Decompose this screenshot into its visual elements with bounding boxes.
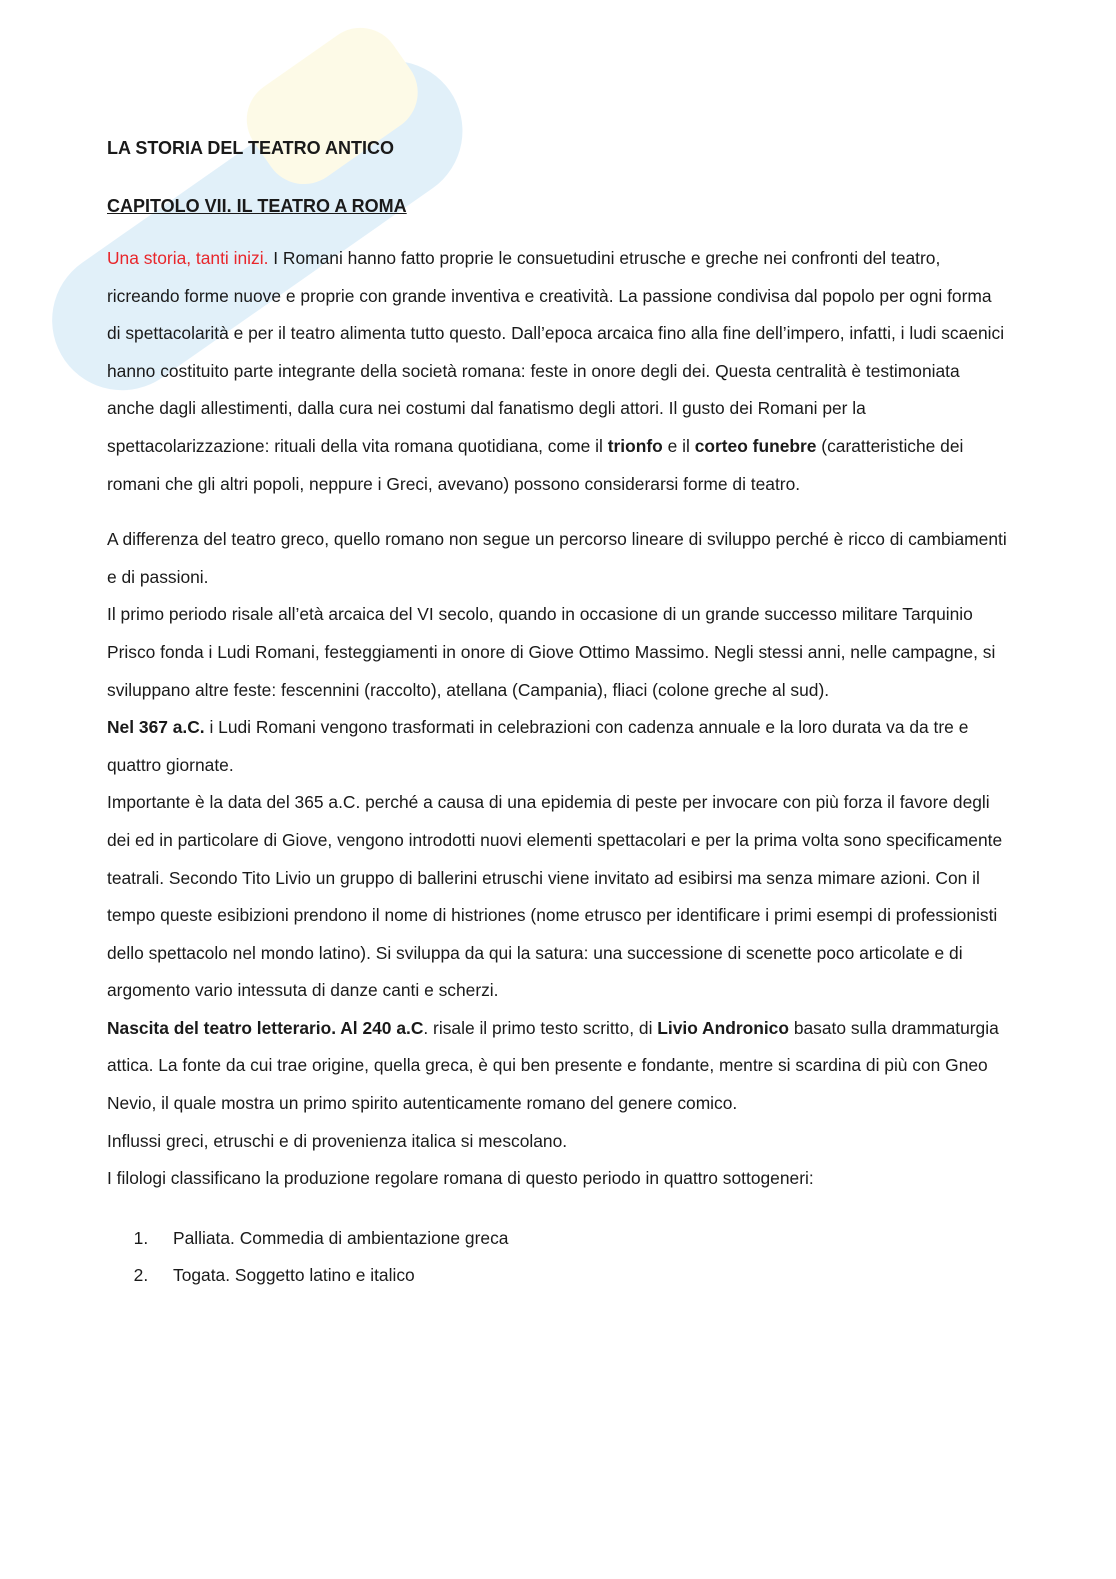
paragraph-367: Nel 367 a.C. i Ludi Romani vengono trasformati in celebrazioni con cadenza annuale e la loro durata va da tre e quattro giornate. — [107, 717, 969, 775]
chapter-heading: CAPITOLO VII. IL TEATRO A ROMA — [107, 196, 407, 216]
term-corteo-funebre: corteo funebre — [694, 435, 817, 456]
document-page — [107, 134, 1007, 1295]
subgenre-list — [107, 1220, 1007, 1295]
paragraph-filologi: I filologi classificano la produzione regolare romana di questo periodo in quattro sottogeneri: — [107, 1168, 814, 1189]
paragraph-differenza: A differenza del teatro greco, quello romano non segue un percorso lineare di sviluppo perché è ricco di cambiamenti e di passioni. — [107, 529, 1007, 587]
paragraph-teatro-letterario: Nascita del teatro letterario. Al 240 a.C. risale il primo testo scritto, di Livio Andronico basato sulla drammaturgia attica. La fonte da cui trae origine, quella greca, è qui ben presente e fondante, mentre si scardina di più con Gneo Nevio, il quale mostra un primo spirito autenticamente romano del genere comico. — [107, 1017, 999, 1114]
paragraph-intro: Una storia, tanti inizi. I Romani hanno fatto proprie le consuetudini etrusche e greche nei confronti del teatro, ricreando forme nuove e proprie con grande inventiva e creatività. La passione condivisa dal popolo per ogni forma di spettacolarità e per il teatro alimenta tutto questo. Dall’epoca arcaica fino alla fine dell’impero, infatti, i ludi scaenici hanno costituito parte integrante della società romana: feste in onore degli dei. Questa centralità è testimoniata anche dagli allestimenti, dalla cura nei costumi dal fanatismo degli attori. Il gusto dei Romani per la spettacolarizzazione: rituali della vita romana quotidiana, come il trionfo e il corteo funebre (caratteristiche dei romani che gli altri popoli, neppure i Greci, avevano) possono considerarsi forme di teatro. — [107, 248, 1005, 494]
paragraph-primo-periodo: Il primo periodo risale all’età arcaica del VI secolo, quando in occasione di un grande successo militare Tarquinio Prisco fonda i Ludi Romani, festeggiamenti in onore di Giove Ottimo Massimo. Negli stessi anni, nelle campagne, si sviluppano altre feste: fescennini (raccolto), atellana (Campania), fliaci (colone greche al sud). — [107, 604, 996, 700]
paragraph-365: Importante è la data del 365 a.C. perché a causa di una epidemia di peste per invocare con più forza il favore degli dei ed in particolare di Giove, vengono introdotti nuovi elementi spettacolari e per la prima volta sono specificamente teatrali. Secondo Tito Livio un gruppo di ballerini etruschi viene invitato ad esibirsi ma senza mimare azioni. Con il tempo queste esibizioni prendono il nome di histriones (nome etrusco per identificare i primi esempi di professionisti dello spettacolo nel mondo latino). Si sviluppa da qui la satura: una successione di scenette poco articolate e di argomento vario intessuta di danze canti e scherzi. — [107, 792, 1003, 1001]
document-title: LA STORIA DEL TEATRO ANTICO — [107, 138, 394, 158]
list-item: 2. Togata. Soggetto latino e italico — [153, 1257, 1007, 1295]
name-livio-andronico: Livio Andronico — [657, 1017, 789, 1038]
term-trionfo: trionfo — [607, 435, 663, 456]
list-item: 1. Palliata. Commedia di ambientazione greca — [153, 1220, 1007, 1258]
paragraph-influssi: Influssi greci, etruschi e di provenienza italica si mescolano. — [107, 1130, 568, 1151]
intro-lead: Una storia, tanti inizi. — [107, 248, 269, 268]
